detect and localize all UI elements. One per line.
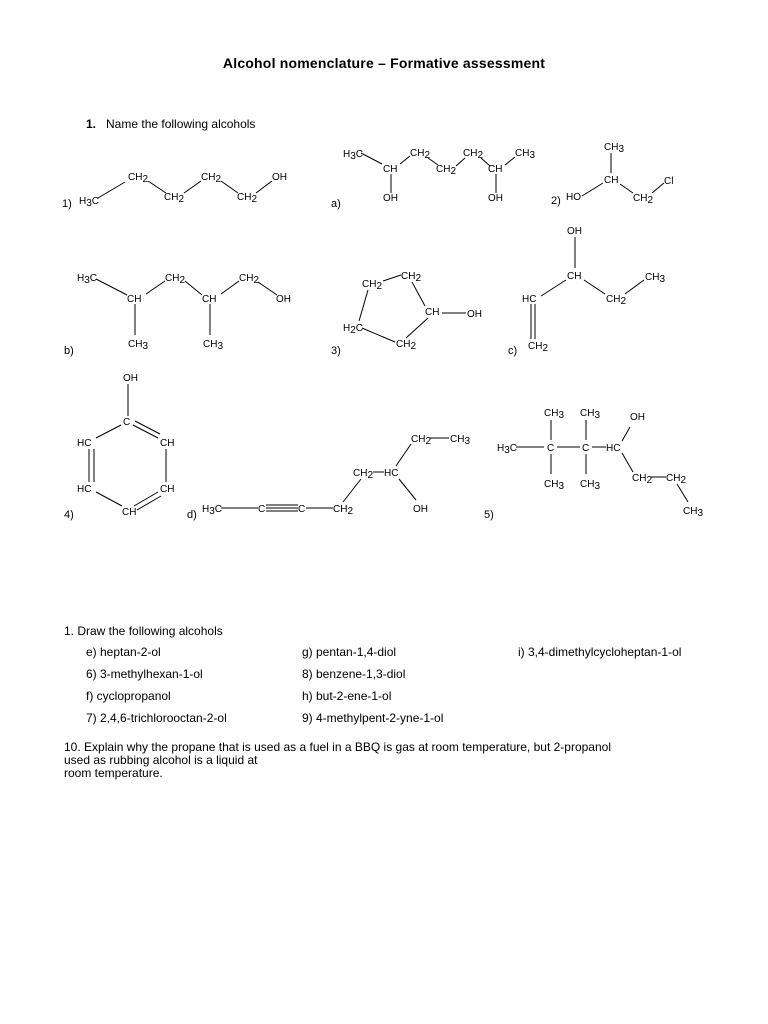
svg-text:CH2: CH2 <box>410 148 431 161</box>
structure-a <box>331 148 535 210</box>
svg-text:CH3: CH3 <box>580 479 601 492</box>
svg-text:OH: OH <box>488 193 503 204</box>
svg-text:CH2: CH2 <box>463 148 484 161</box>
svg-text:CH3: CH3 <box>450 434 471 447</box>
draw-item: 8) benzene-1,3-diol <box>302 667 406 681</box>
svg-text:HC: HC <box>606 443 621 454</box>
svg-text:HC: HC <box>77 484 92 495</box>
svg-text:HC: HC <box>77 438 92 449</box>
svg-text:OH: OH <box>272 172 287 183</box>
svg-text:CH: CH <box>383 164 398 175</box>
svg-text:CH2: CH2 <box>528 341 549 354</box>
svg-text:CH3: CH3 <box>645 272 666 285</box>
svg-text:CH3: CH3 <box>544 408 565 421</box>
svg-text:CH2: CH2 <box>396 339 417 352</box>
svg-text:CH: CH <box>604 175 619 186</box>
svg-text:CH2: CH2 <box>411 434 432 447</box>
structure-label-a: a) <box>331 198 341 210</box>
svg-text:CH2: CH2 <box>632 473 653 486</box>
question-1-text: Name the following alcohols <box>106 117 256 131</box>
structure-label-2: 2) <box>551 195 561 207</box>
structure-label-c: c) <box>508 345 518 357</box>
svg-text:C: C <box>258 504 266 515</box>
svg-text:CH3: CH3 <box>203 339 224 352</box>
structure-label-1: 1) <box>62 198 72 210</box>
svg-text:CH: CH <box>488 164 503 175</box>
svg-text:CH3: CH3 <box>544 479 565 492</box>
draw-item: g) pentan-1,4-diol <box>302 645 397 659</box>
svg-text:CH2: CH2 <box>401 271 422 284</box>
structure-2 <box>551 142 673 207</box>
svg-text:HC: HC <box>522 294 537 305</box>
svg-text:C: C <box>123 417 131 428</box>
svg-text:H3C: H3C <box>77 273 98 286</box>
question-1-number: 1. <box>86 117 97 131</box>
svg-text:CH3: CH3 <box>515 148 536 161</box>
svg-text:CH2: CH2 <box>633 193 654 206</box>
draw-item: 6) 3-methylhexan-1-ol <box>86 667 203 681</box>
svg-text:OH: OH <box>467 309 482 320</box>
draw-item: i) 3,4-dimethylcycloheptan-1-ol <box>518 645 682 659</box>
structure-d <box>187 434 470 521</box>
svg-text:CH2: CH2 <box>333 504 354 517</box>
structure-label-d: d) <box>187 509 197 521</box>
svg-text:OH: OH <box>630 412 645 423</box>
draw-item: f) cyclopropanol <box>86 689 171 703</box>
svg-text:CH2: CH2 <box>436 164 457 177</box>
structure-4 <box>64 373 174 521</box>
svg-text:HC: HC <box>384 468 399 479</box>
structure-label-b: b) <box>64 345 74 357</box>
svg-text:H3C: H3C <box>202 504 223 517</box>
structure-3 <box>331 271 482 357</box>
svg-text:CH2: CH2 <box>164 192 185 205</box>
question-10-line: 10. Explain why the propane that is used as a fuel in a BBQ is gas at room temperature, but 2-propanol <box>64 740 611 754</box>
page-title: Alcohol nomenclature – Formative assessment <box>222 55 546 71</box>
question-10-line: used as rubbing alcohol is a liquid at <box>64 753 258 767</box>
svg-text:CH: CH <box>160 438 175 449</box>
svg-text:CH: CH <box>122 507 137 518</box>
draw-item: h) but-2-ene-1-ol <box>302 689 392 703</box>
svg-text:OH: OH <box>413 504 428 515</box>
question-10-line: room temperature. <box>64 766 163 780</box>
svg-text:CH3: CH3 <box>580 408 601 421</box>
question-10 <box>64 741 724 780</box>
svg-text:OH: OH <box>567 226 582 237</box>
svg-text:CH2: CH2 <box>237 192 258 205</box>
svg-text:CH2: CH2 <box>353 468 374 481</box>
svg-text:CH2: CH2 <box>128 172 149 185</box>
draw-heading: 1. Draw the following alcohols <box>64 624 223 638</box>
svg-text:CH: CH <box>567 271 582 282</box>
svg-text:CH: CH <box>202 294 217 305</box>
svg-text:CH2: CH2 <box>201 172 222 185</box>
svg-text:CH2: CH2 <box>606 294 627 307</box>
svg-text:HO: HO <box>566 192 581 203</box>
svg-text:OH: OH <box>123 373 138 384</box>
svg-text:CH2: CH2 <box>666 473 687 486</box>
svg-text:C: C <box>582 443 590 454</box>
structure-1 <box>62 172 287 210</box>
svg-text:Cl: Cl <box>664 176 674 187</box>
svg-text:OH: OH <box>276 294 291 305</box>
structure-label-3: 3) <box>331 345 341 357</box>
structure-label-4: 4) <box>64 509 74 521</box>
svg-text:CH2: CH2 <box>239 273 260 286</box>
svg-text:C: C <box>547 443 555 454</box>
svg-text:CH: CH <box>425 307 440 318</box>
draw-item: e) heptan-2-ol <box>86 645 161 659</box>
svg-text:H2C: H2C <box>343 323 364 336</box>
svg-text:H3C: H3C <box>343 149 364 162</box>
svg-text:CH2: CH2 <box>165 273 186 286</box>
structure-b <box>64 273 291 357</box>
svg-text:OH: OH <box>383 193 398 204</box>
draw-item: 7) 2,4,6-trichlorooctan-2-ol <box>86 711 227 725</box>
svg-text:CH3: CH3 <box>683 506 704 519</box>
svg-text:CH: CH <box>127 294 142 305</box>
svg-text:CH2: CH2 <box>362 279 383 292</box>
svg-text:C: C <box>298 504 306 515</box>
svg-text:CH3: CH3 <box>128 339 149 352</box>
structure-c <box>508 226 665 357</box>
draw-item: 9) 4-methylpent-2-yne-1-ol <box>302 711 444 725</box>
structure-label-5: 5) <box>484 509 494 521</box>
svg-text:CH3: CH3 <box>604 142 625 155</box>
svg-text:H3C: H3C <box>79 196 100 209</box>
svg-text:CH: CH <box>160 484 175 495</box>
structure-5 <box>484 408 703 521</box>
svg-text:H3C: H3C <box>497 443 518 456</box>
